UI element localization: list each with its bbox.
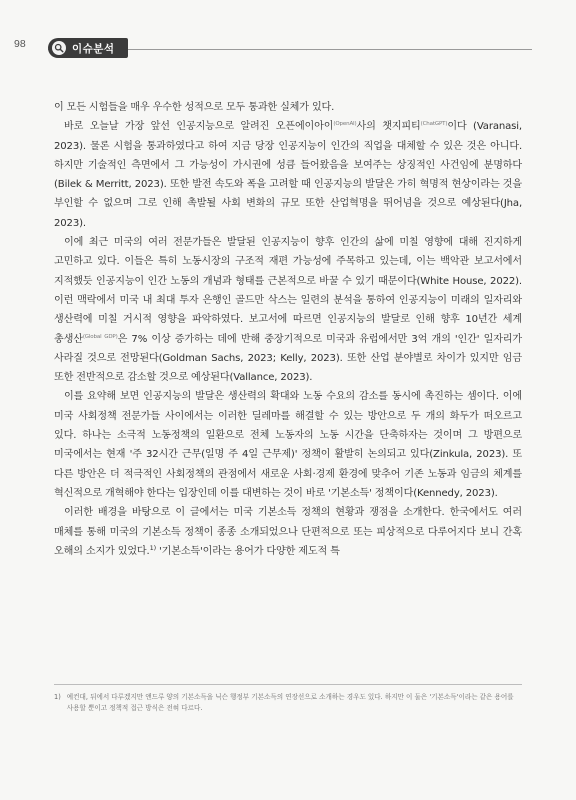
footnote bbox=[54, 692, 522, 714]
paragraph-2-text-c: 이다 (Varanasi, 2023). 물론 시험을 통과하였다고 하여 지금 당장 인공지능이 인간의 직업을 대체할 수 있은 것은 아니다. 하지만 기술적인 측면에서 그 가능성이 가시권에 성큼 들어왔음을 보여주는 상징적인 사건임에 분명하다(Bilek & Merritt, 2023). 또한 발전 속도와 폭을 고려할 때 인공지능의 발달은 가히 혁명적 현상이라는 것을 부인할 수 없으며 그로 인해 촉발될 사회 변화의 규모 또한 산업혁명을 뛰어넘을 것으로 예상된다(Jha, 2023). bbox=[54, 121, 522, 229]
paragraph-2-text-b: 사의 챗지피티 bbox=[356, 121, 421, 133]
paragraph-4 bbox=[54, 387, 522, 503]
superscript-openai: (OpenAI) bbox=[333, 121, 357, 128]
paragraph-3-text-b: 은 7% 이상 증가하는 데에 반해 중장기적으로 미국과 유럽에서만 3억 개의 '인간' 일자리가 사라질 것으로 전망된다(Goldman Sachs, 2023; Kelly, 2023). 또한 산업 분야별로 차이가 있지만 임금 또한 전반적으로 감소할 것으로 예상된다(Vallance, 2023). bbox=[54, 333, 522, 384]
page-number: 98 bbox=[14, 38, 26, 50]
page-header bbox=[0, 0, 576, 70]
paragraph-3 bbox=[54, 233, 522, 387]
footnote-divider bbox=[54, 684, 522, 685]
paragraph-5-text-a: 이러한 배경을 바탕으로 이 글에서는 미국 기본소득 정책의 현황과 쟁점을 소개한다. 한국에서도 여러 매체를 통해 미국의 기본소득 정책이 종종 소개되었으나 단편적으로 또는 피상적으로 다루어지다 보니 간혹 오해의 소지가 있었다. bbox=[54, 507, 522, 557]
superscript-global-gdp: (Global GDP) bbox=[82, 333, 118, 340]
paragraph-2-text-a: 바로 오늘날 가장 앞선 인공지능으로 알려진 오픈에이아이 bbox=[64, 121, 334, 133]
paragraph-2 bbox=[54, 117, 522, 233]
superscript-chatgpt: (ChatGPT) bbox=[420, 121, 448, 128]
magnifier-icon-glyph bbox=[54, 43, 64, 53]
paragraph-1-text: 이 모든 시험들을 매우 우수한 성적으로 모두 통과한 실체가 있다. bbox=[54, 102, 335, 113]
paragraph-5 bbox=[54, 503, 522, 561]
paragraph-4-text: 이를 요약해 보면 인공지능의 발달은 생산력의 확대와 노동 수요의 감소를 동시에 촉진하는 셈이다. 이에 미국 사회정책 전문가들 사이에서는 이러한 딜레마를 해결할 수 있는 방안으로 두 개의 화두가 떠오르고 있다. 하나는 소극적 노동정책의 일환으로 전체 노동자의 노동 시간을 단축하자는 것이며 그 방편으로 미국에서는 현재 '주 32시간 근무(일명 주 4일 근무제)' 정책이 활발히 논의되고 있다(Zinkula, 2023). 또 다른 방안은 더 적극적인 사회정책의 관점에서 새로운 사회·경제 환경에 맞추어 기존 노동과 임금의 체계를 혁신적으로 개혁해야 한다는 입장인데 이를 대변하는 것이 바로 '기본소득' 정책이다(Kennedy, 2023). bbox=[54, 391, 522, 499]
paragraph-1 bbox=[54, 98, 522, 117]
paragraph-3-text-a: 이에 최근 미국의 여러 전문가들은 발달된 인공지능이 향후 인간의 삶에 미칠 영향에 대해 진지하게 고민하고 있다. 이들은 특히 노동시장의 구조적 재편 가능성에 주목하고 있는데, 이는 백악관 보고서에서 지적했듯 인공지능이 인간 노동의 개념과 형태를 근본적으로 바꿀 수 있기 때문이다(White House, 2022). 이런 맥락에서 미국 내 최대 투자 은행인 골드만 삭스는 일련의 분석을 통하여 인공지능이 미래의 일자리와 생산력에 미칠 거시적 영향을 파악하였다. 보고서에 따르면 인공지능의 발달로 인해 향후 10년간 세계 총생산 bbox=[54, 237, 522, 345]
magnifier-icon bbox=[52, 41, 66, 55]
paragraph-5-text-b: '기본소득'이라는 용어가 다양한 제도적 특 bbox=[155, 545, 340, 557]
footnote-number: 1) bbox=[54, 693, 61, 701]
section-label: 이슈분석 bbox=[72, 42, 115, 55]
footnote-reference[interactable]: 1) bbox=[149, 543, 156, 552]
footnote-text: 예컨대, 뒤에서 다루겠지만 앤드루 양의 기본소득을 닉슨 행정부 기본소득의 연장선으로 소개하는 경우도 있다. 하지만 이 둘은 '기본소득'이라는 같은 용어를 사용할 뿐이고 정책적 접근 방식은 전혀 다르다. bbox=[66, 693, 514, 712]
article-body bbox=[54, 98, 522, 561]
section-tab bbox=[48, 38, 128, 58]
